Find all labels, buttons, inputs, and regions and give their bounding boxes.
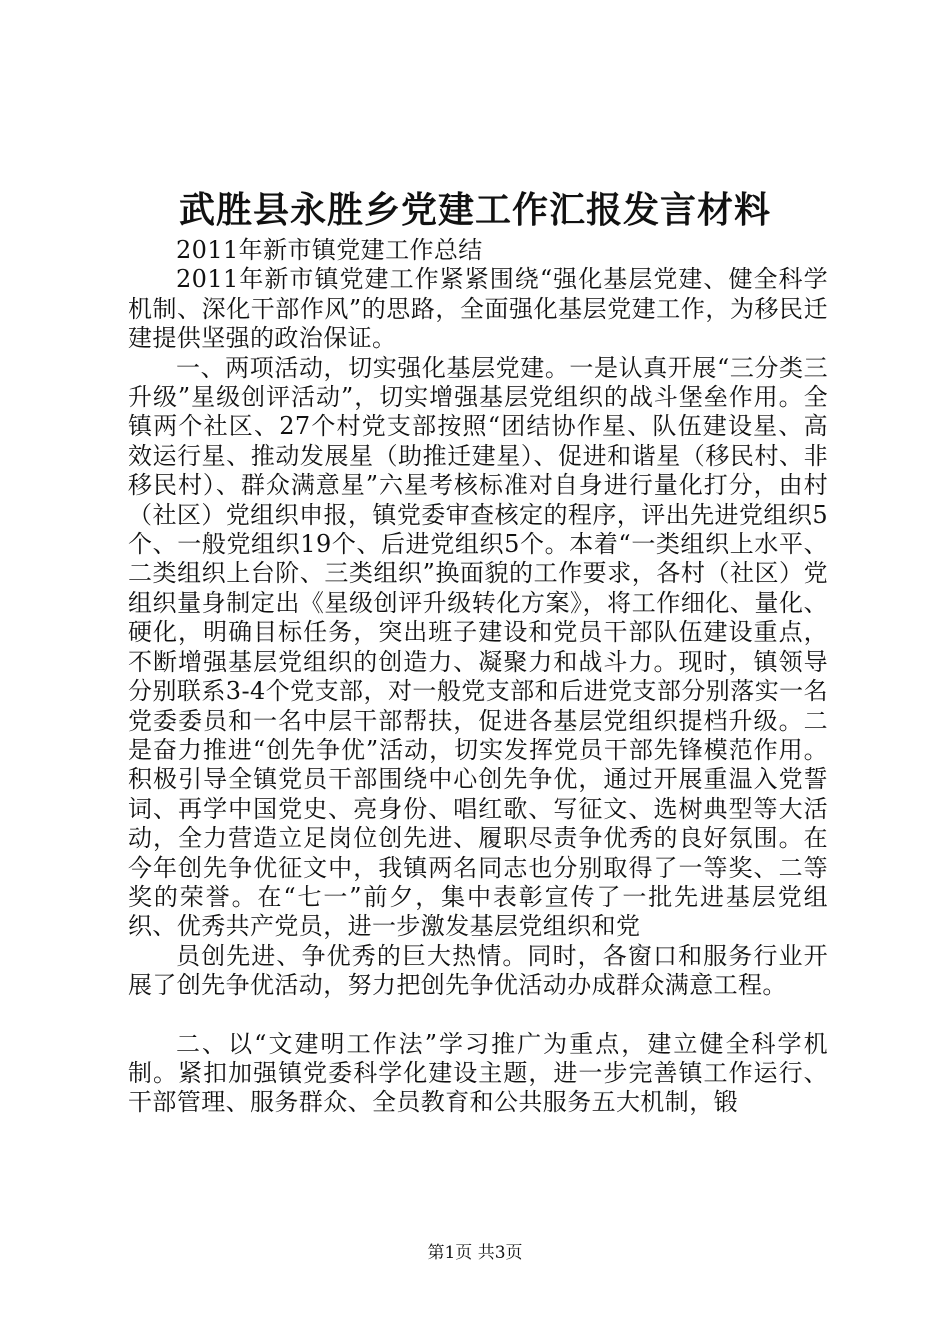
document-title: 武胜县永胜乡党建工作汇报发言材料 (178, 189, 771, 231)
paragraph-section-one: 一、两项活动，切实强化基层党建。一是认真开展“三分类三升级”星级创评活动”，切实增强基层党组织的战斗堡垒作用。全镇两个社区、27个村党支部按照“团结协作星、队伍建设星、高效运行星、推动发展星（助推迁建星）、促进和谐星（移民村、非移民村）、群众满意星”六星考核标准对自身进行量化打分，由村（社区）党组织申报，镇党委审查核定的程序，评出先进党组织5个、一般党组织19个、后进党组织5个。本着“一类组织上水平、二类组织上台阶、三类组织”换面貌的工作要求，各村（社区）党组织量身制定出《星级创评升级转化方案》，将工作细化、量化、硬化，明确目标任务，突出班子建设和党员干部队伍建设重点，不断增强基层党组织的创造力、凝聚力和战斗力。现时，镇领导分别联系3-4个党支部，对一般党支部和后进党支部分别落实一名党委委员和一名中层干部帮扶，促进各基层党组织提档升级。二是奋力推进“创先争优”活动，切实发挥党员干部先锋模范作用。积极引导全镇党员干部围绕中心创先争优，通过开展重温入党誓词、再学中国党史、亮身份、唱红歌、写征文、选树典型等大活动，全力营造立足岗位创先进、履职尽责争优秀的良好氛围。在今年创先争优征文中，我镇两名同志也分别取得了一等奖、二等奖的荣誉。在“七一”前夕，集中表彰宣传了一批先进基层党组织、优秀共产党员，进一步激发基层党组织和党 (128, 353, 828, 941)
paragraph-subtitle: 2011年新市镇党建工作总结 (176, 236, 483, 264)
paragraph-intro: 2011年新市镇党建工作紧紧围绕“强化基层党建、健全科学机制、深化干部作风”的思路，全面强化基层党建工作，为移民迁建提供坚强的政治保证。 (128, 265, 828, 353)
paragraph-section-two: 二、以“文建明工作法”学习推广为重点，建立健全科学机制。紧扣加强镇党委科学化建设主题，进一步完善镇工作运行、干部管理、服务群众、全员教育和公共服务五大机制，锻 (128, 1029, 828, 1117)
paragraph-section-one-continued: 员创先进、争优秀的巨大热情。同时，各窗口和服务行业开展了创先争优活动，努力把创先争优活动办成群众满意工程。 (128, 941, 828, 1000)
page-footer: 第1页 共3页 (427, 1243, 523, 1263)
document-body (128, 236, 828, 1118)
